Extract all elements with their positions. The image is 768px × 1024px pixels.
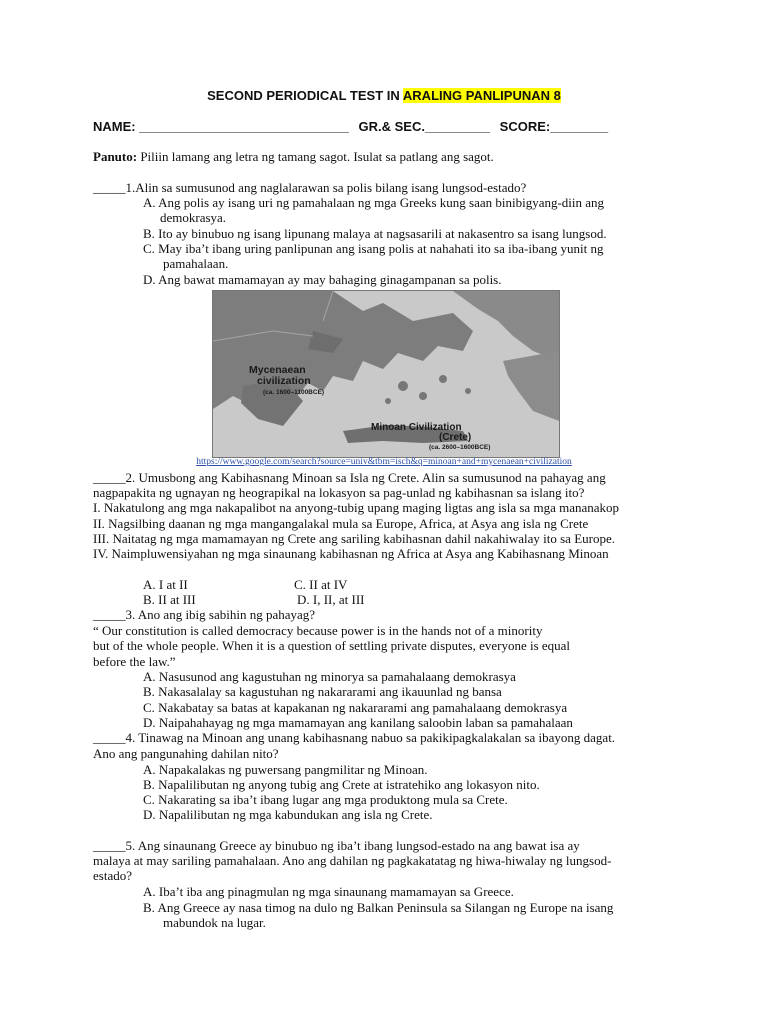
grade-section-field[interactable]: GR.& SEC._________ xyxy=(358,119,491,134)
q1-choice-a-cont: demokrasya. xyxy=(160,210,227,225)
q3-quote-line3: before the law.” xyxy=(93,654,176,669)
mycenaean-label-line2: civilization xyxy=(257,375,311,387)
name-field[interactable]: NAME: _____________________________ xyxy=(93,119,349,134)
q4-choice-c: C. Nakarating sa iba’t ibang lugar ang mga produktong mula sa Crete. xyxy=(143,792,508,807)
greece-map-image xyxy=(212,290,560,458)
instructions-text: Piliin lamang ang letra ng tamang sagot. Isulat sa patlang ang sagot. xyxy=(140,149,494,164)
q2-statement-4: IV. Naimpluwensiyahan ng mga sinaunang kabihasnan ng Africa at Asya ang Kabihasnang Minoan xyxy=(93,546,609,561)
q3-choice-d: D. Naipahahayag ng mga mamamayan ang kanilang saloobin laban sa pamahalaan xyxy=(143,715,573,730)
minoan-label-line3: (ca. 2600–1600BCE) xyxy=(429,444,491,451)
instructions-label: Panuto: xyxy=(93,149,138,164)
q2-choice-b: B. II at III xyxy=(143,592,196,607)
title-prefix: SECOND PERIODICAL TEST IN xyxy=(207,88,400,103)
q4-stem-cont: Ano ang pangunahing dahilan nito? xyxy=(93,746,279,761)
page-title xyxy=(0,88,768,103)
instructions xyxy=(93,149,494,165)
q3-choice-a: A. Nasusunod ang kagustuhan ng minorya sa pamahalaang demokrasya xyxy=(143,669,516,684)
q4-choice-d: D. Napalilibutan ng mga kabundukan ang isla ng Crete. xyxy=(143,807,433,822)
q2-stem: _____2. Umusbong ang Kabihasnang Minoan sa Isla ng Crete. Alin sa sumusunod na pahayag ang xyxy=(93,470,606,485)
q3-stem: _____3. Ano ang ibig sabihin ng pahayag? xyxy=(93,607,316,622)
mycenaean-label xyxy=(249,365,324,398)
q2-statement-2: II. Nagsilbing daanan ng mga mangangalakal mula sa Europe, Africa, at Asya ang isla ng Crete xyxy=(93,516,589,531)
q1-choice-c: C. May iba’t ibang uring panlipunan ang isang polis at nahahati ito sa iba-ibang yunit ng xyxy=(143,241,604,256)
q3-quote-line2: but of the whole people. When it is a question of settling private disputes, everyone is equal xyxy=(93,638,571,653)
q5-choice-b-cont: mabundok na lugar. xyxy=(163,915,266,930)
q5-stem-cont2: estado? xyxy=(93,868,132,883)
q4-stem: _____4. Tinawag na Minoan ang unang kabihasnang nabuo sa pakikipagkalakalan sa ibayong dagat. xyxy=(93,730,616,745)
mycenaean-label-line3: (ca. 1600–1100BCE) xyxy=(263,389,325,396)
q4-choice-a: A. Napakalakas ng puwersang pangmilitar ng Minoan. xyxy=(143,762,428,777)
q1-choice-a: A. Ang polis ay isang uri ng pamahalaan ng mga Greeks kung saan binibigyang-diin ang xyxy=(143,195,605,210)
q5-choice-a: A. Iba’t iba ang pinagmulan ng mga sinaunang mamamayan sa Greece. xyxy=(143,884,514,899)
q5-choice-b: B. Ang Greece ay nasa timog na dulo ng Balkan Peninsula sa Silangan ng Europe na isang xyxy=(143,900,614,915)
q1-choice-d: D. Ang bawat mamamayan ay may bahaging ginagampanan sa polis. xyxy=(143,272,502,287)
map-source-link[interactable]: https://www.google.com/search?source=univ&tbm=isch&q=minoan+and+mycenaean+civilization xyxy=(196,457,572,467)
q2-statement-1: I. Nakatulong ang mga nakapalibot na anyong-tubig upang maging ligtas ang isla sa mga mananakop xyxy=(93,500,620,515)
q5-stem: _____5. Ang sinaunang Greece ay binubuo ng iba’t ibang lungsod-estado na ang bawat isa ay xyxy=(93,838,580,853)
q2-choice-d: D. I, II, at III xyxy=(297,592,365,607)
q2-statement-3: III. Naitatag ng mga mamamayan ng Crete ang sariling kabihasnan dahil nakahiwalay ito sa Europe. xyxy=(93,531,615,546)
student-info-line xyxy=(93,119,614,134)
q3-choice-b: B. Nakasalalay sa kagustuhan ng nakararami ang ikauunlad ng bansa xyxy=(143,684,502,699)
score-field[interactable]: SCORE:________ xyxy=(499,119,609,134)
minoan-label-line2: (Crete) xyxy=(439,432,472,443)
q2-choice-c: C. II at IV xyxy=(294,577,348,592)
q5-stem-cont: malaya at may sariling pamahalaan. Ano ang dahilan ng pagkakatatag ng hiwa-hiwalay ng lungsod- xyxy=(93,853,612,868)
q1-choice-b: B. Ito ay binubuo ng isang lipunang malaya at nagsasarili at nakasentro sa isang lungsod. xyxy=(143,226,607,241)
minoan-label xyxy=(371,423,490,453)
minoan-label-line1: Minoan Civilization xyxy=(371,422,462,433)
q3-choice-c: C. Nakabatay sa batas at kapakanan ng nakararami ang pamahalaang demokrasya xyxy=(143,700,568,715)
q2-stem-cont: nagpapakita ng ugnayan ng heograpikal na lokasyon sa pag-unlad ng kabihasnan sa islang ito? xyxy=(93,485,585,500)
q2-choice-a: A. I at II xyxy=(143,577,188,592)
q1-choice-c-cont: pamahalaan. xyxy=(163,256,229,271)
mycenaean-label-line1: Mycenaean xyxy=(249,364,306,376)
q3-quote-line1: “ Our constitution is called democracy because power is in the hands not of a minority xyxy=(93,623,543,638)
q1-stem: _____1.Alin sa sumusunod ang naglalarawan sa polis bilang isang lungsod-estado? xyxy=(93,180,527,195)
title-subject: ARALING PANLIPUNAN 8 xyxy=(402,88,561,103)
q4-choice-b: B. Napalilibutan ng anyong tubig ang Crete at istratehiko ang lokasyon nito. xyxy=(143,777,540,792)
